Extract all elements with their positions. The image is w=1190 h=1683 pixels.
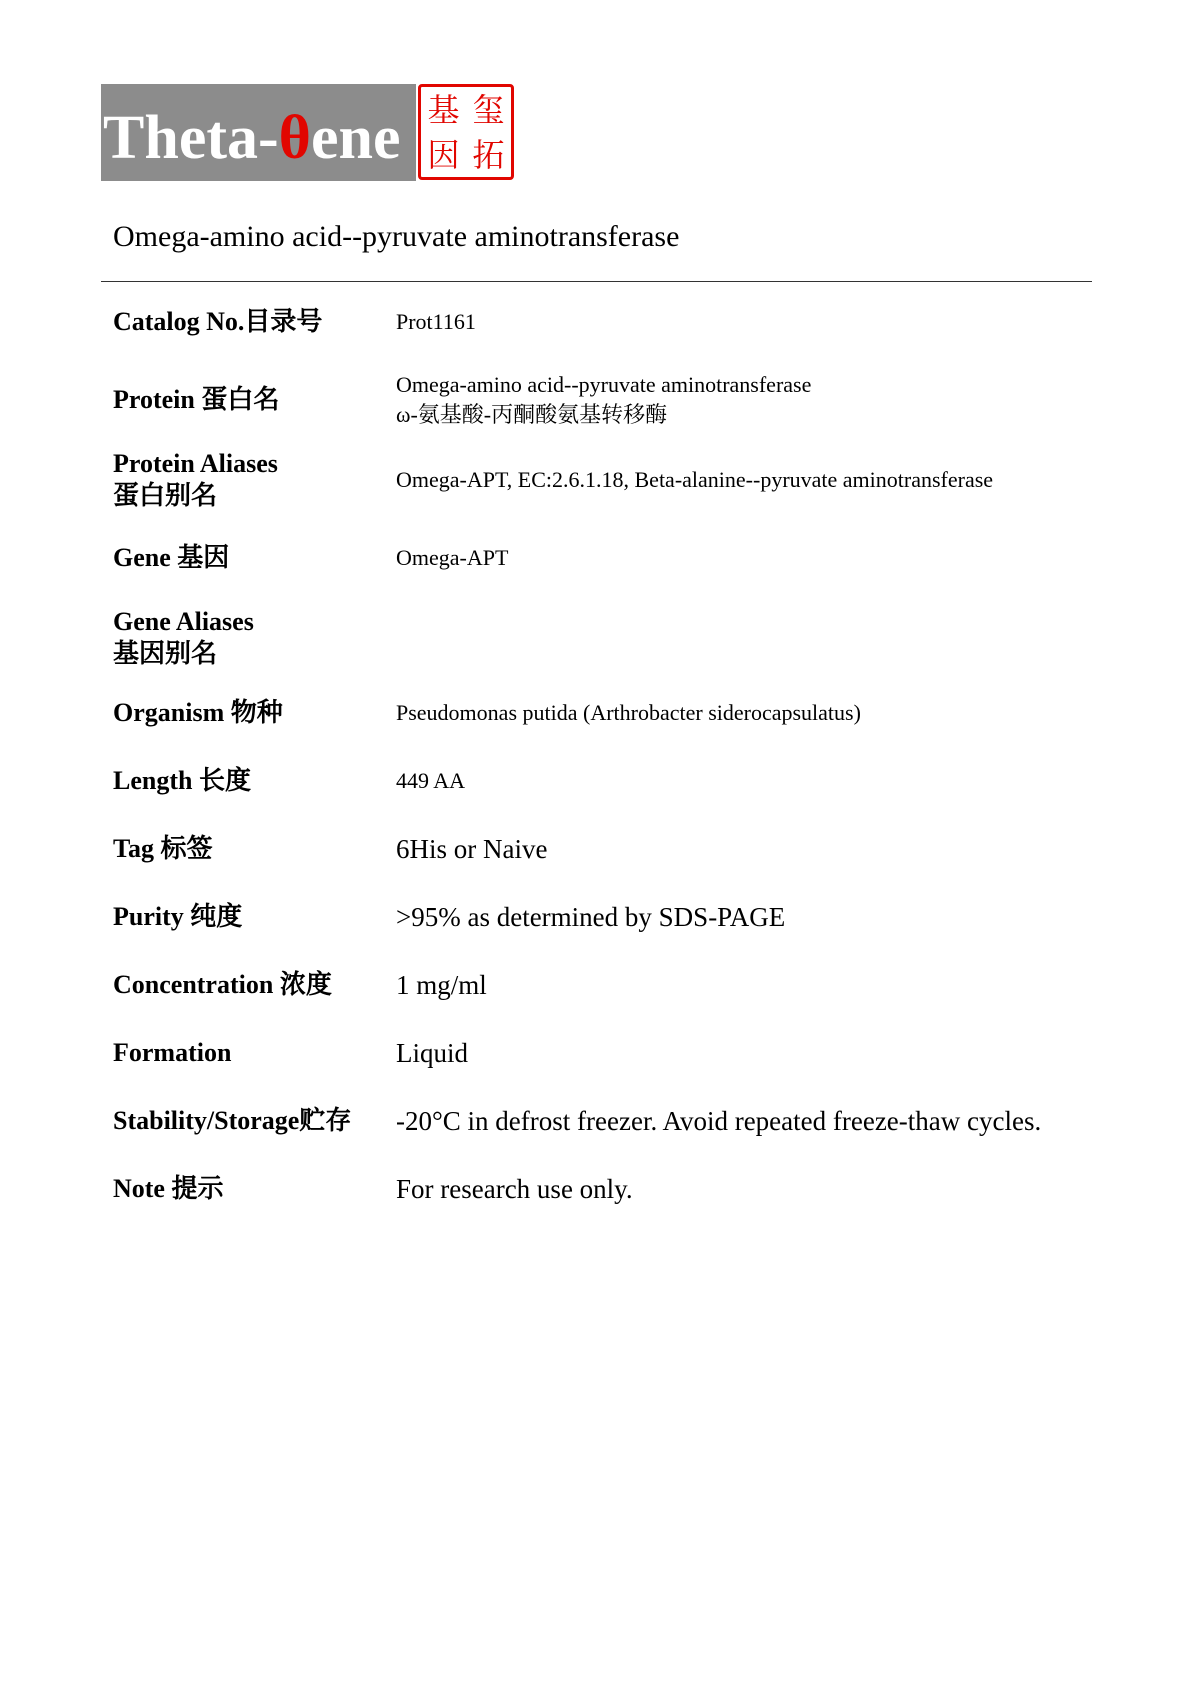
protein-aliases-label: Protein Aliases (113, 449, 278, 478)
protein-aliases-value: Omega-APT, EC:2.6.1.18, Beta-alanine--pyruvate aminotransferase (396, 467, 994, 492)
purity-label: Purity 纯度 (113, 902, 243, 931)
concentration-label: Concentration 浓度 (113, 970, 332, 999)
catalog-value: Prot1161 (396, 309, 476, 334)
formation-value: Liquid (396, 1038, 468, 1068)
seal-char: 基 (427, 90, 460, 129)
storage-label: Stability/Storage贮存 (113, 1106, 352, 1135)
seal-char: 拓 (472, 135, 505, 174)
logo-theta-glyph: θ (278, 104, 312, 172)
length-value: 449 AA (396, 768, 466, 793)
formation-label: Formation (113, 1038, 232, 1067)
company-logo (101, 84, 514, 181)
protein-value-english: Omega-amino acid--pyruvate aminotransferase (396, 372, 812, 397)
logo-wordmark (103, 103, 401, 174)
note-label: Note 提示 (113, 1174, 224, 1203)
protein-label: Protein 蛋白名 (113, 385, 280, 414)
seal-char: 玺 (472, 90, 505, 129)
gene-aliases-label: Gene Aliases (113, 607, 254, 636)
document-title: Omega-amino acid--pyruvate aminotransferase (113, 220, 680, 253)
logo-seal (418, 84, 514, 180)
concentration-value: 1 mg/ml (396, 970, 487, 1000)
logo-wordmark-prefix: Theta- (103, 104, 279, 172)
logo-wordmark-suffix: ene (311, 104, 401, 172)
purity-value: >95% as determined by SDS-PAGE (396, 902, 786, 932)
storage-value: -20°C in defrost freezer. Avoid repeated freeze-thaw cycles. (396, 1106, 1042, 1136)
title-divider (101, 281, 1092, 282)
catalog-label: Catalog No.目录号 (113, 307, 323, 336)
tag-value: 6His or Naive (396, 834, 548, 864)
tag-label: Tag 标签 (113, 834, 213, 863)
gene-label: Gene 基因 (113, 543, 230, 572)
seal-char: 因 (427, 135, 460, 174)
logo-wordmark-box (101, 84, 416, 181)
organism-label: Organism 物种 (113, 698, 283, 727)
protein-value-chinese: ω-氨基酸-丙酮酸氨基转移酶 (396, 402, 668, 427)
organism-value: Pseudomonas putida (Arthrobacter siderocapsulatus) (396, 700, 861, 725)
length-label: Length 长度 (113, 766, 251, 795)
gene-value: Omega-APT (396, 545, 509, 570)
gene-aliases-label-chinese: 基因别名 (113, 639, 218, 668)
protein-aliases-label-chinese: 蛋白别名 (113, 481, 218, 510)
note-value: For research use only. (396, 1174, 633, 1204)
